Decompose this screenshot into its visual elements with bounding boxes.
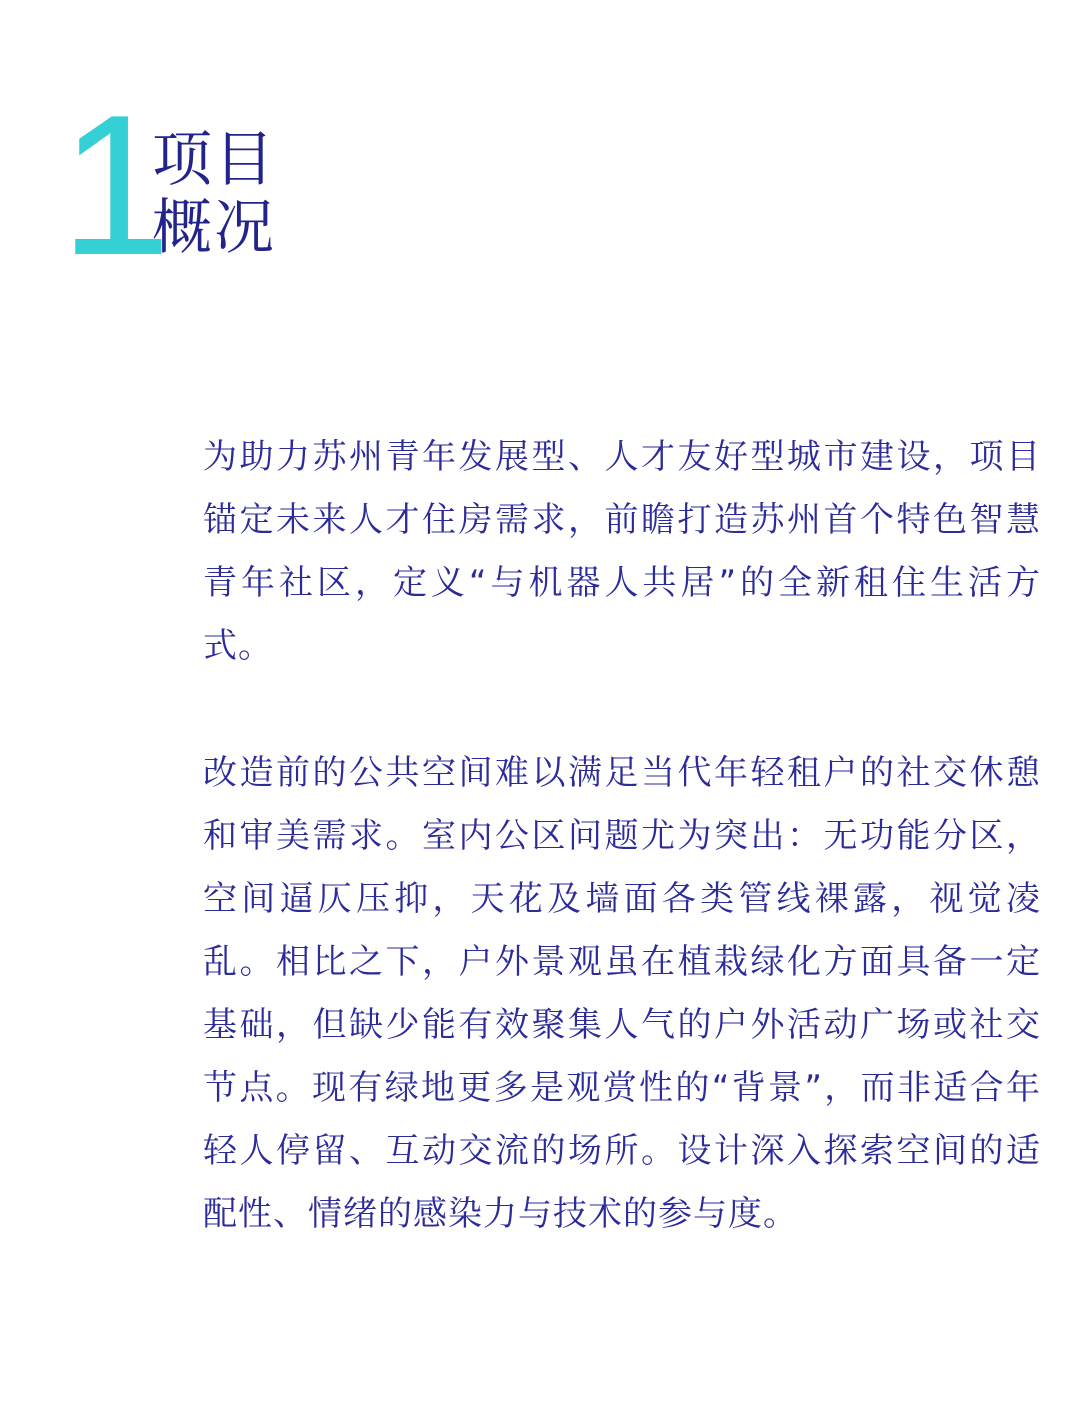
section-title-line-2: 概况: [152, 193, 276, 263]
intro-paragraph: 为助力苏州青年发展型、人才友好型城市建设，项目锚定未来人才住房需求，前瞻打造苏州首个特色智慧青年社区，定义“与机器人共居”的全新租住生活方式。: [203, 437, 1041, 666]
section-number: 1: [60, 74, 172, 297]
background-paragraph: 改造前的公共空间难以满足当代年轻租户的社交休憩和审美需求。室内公区问题尤为突出：无功能分区，空间逼仄压抑，天花及墙面各类管线裸露，视觉凌乱。相比之下，户外景观虽在植栽绿化方面具备一定基础，但缺少能有效聚集人气的户外活动广场或社交节点。现有绿地更多是观赏性的“背景”，而非适合年轻人停留、互动交流的场所。设计深入探索空间的适配性、情绪的感染力与技术的参与度。: [203, 753, 1041, 1234]
section-title: [152, 126, 276, 262]
section-title-line-1: 项目: [152, 125, 276, 195]
